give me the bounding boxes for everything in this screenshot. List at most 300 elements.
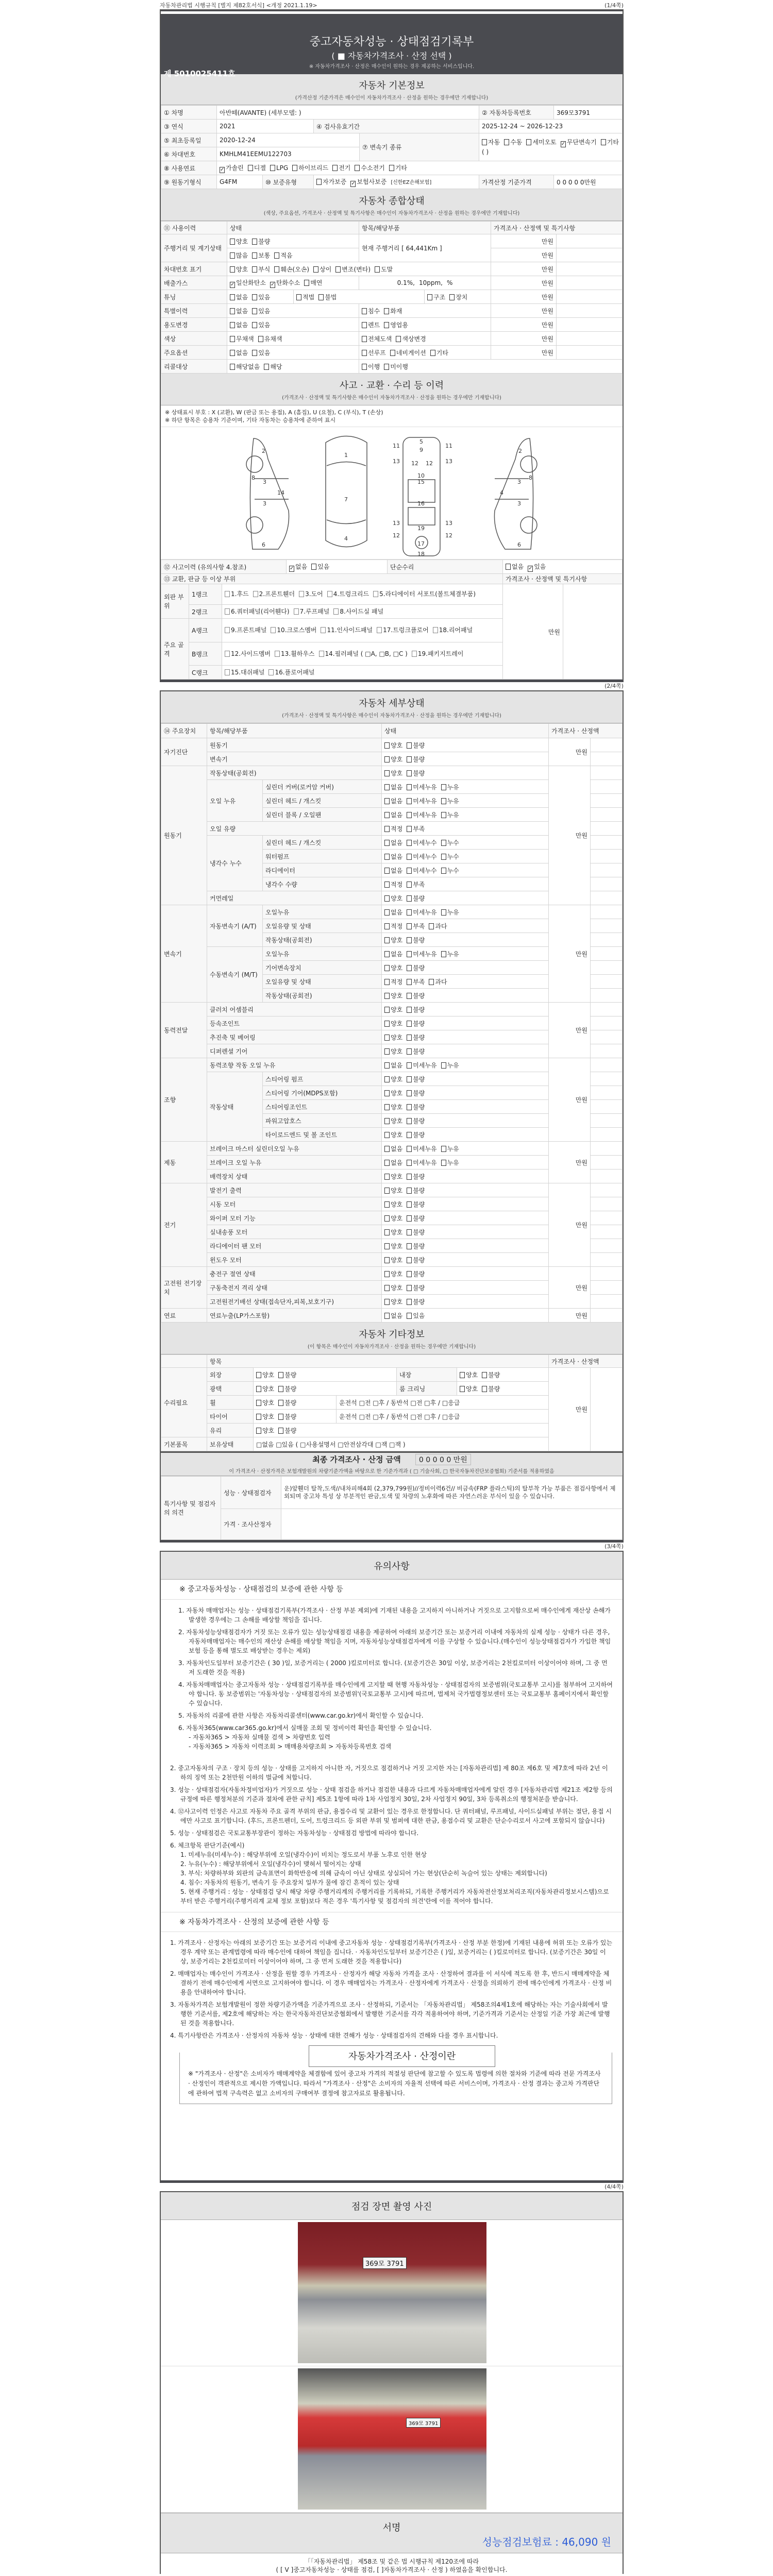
checkbox-option[interactable] xyxy=(449,294,467,301)
checkbox-icon[interactable] xyxy=(384,756,390,762)
checkbox-option[interactable] xyxy=(384,756,402,763)
checkbox-option[interactable] xyxy=(407,937,425,944)
checkbox-option[interactable] xyxy=(377,626,429,634)
checkbox-option[interactable] xyxy=(230,349,248,357)
checkbox-icon[interactable] xyxy=(384,993,390,999)
checkbox-icon[interactable] xyxy=(274,252,279,259)
checkbox-icon[interactable] xyxy=(407,770,412,776)
checkbox-option[interactable] xyxy=(256,1427,274,1434)
checkbox-option[interactable] xyxy=(299,590,323,598)
checkbox-option[interactable] xyxy=(407,895,425,902)
checkbox-icon[interactable] xyxy=(407,979,412,985)
checkbox-icon[interactable] xyxy=(373,591,378,597)
checkbox-icon[interactable] xyxy=(264,364,269,370)
checkbox-option[interactable] xyxy=(384,1270,402,1278)
checkbox-icon[interactable] xyxy=(407,1299,412,1305)
checkbox-icon[interactable] xyxy=(304,280,309,286)
checkbox-icon[interactable] xyxy=(407,1271,412,1277)
checkbox-icon[interactable] xyxy=(252,252,257,259)
checkbox-icon[interactable] xyxy=(384,308,389,314)
checkbox-option[interactable] xyxy=(384,1006,402,1013)
checkbox-option[interactable] xyxy=(561,139,597,146)
checkbox-option[interactable] xyxy=(506,563,524,570)
checkbox-icon[interactable] xyxy=(384,1313,390,1319)
checkbox-icon[interactable] xyxy=(384,1201,390,1208)
checkbox-option[interactable] xyxy=(289,563,307,570)
checkbox-icon[interactable] xyxy=(256,1428,261,1434)
checkbox-icon[interactable] xyxy=(407,1188,412,1194)
checkbox-option[interactable] xyxy=(278,1385,296,1393)
checkbox-icon[interactable] xyxy=(441,909,446,916)
checkbox-option[interactable] xyxy=(278,1427,296,1434)
checkbox-icon[interactable] xyxy=(332,165,338,171)
checkbox-option[interactable] xyxy=(528,563,546,570)
checked-box-icon[interactable]: ✓ xyxy=(230,281,235,287)
checkbox-option[interactable] xyxy=(429,923,447,930)
checkbox-option[interactable] xyxy=(407,964,425,972)
checkbox-icon[interactable] xyxy=(230,364,235,370)
checkbox-option[interactable] xyxy=(389,164,407,172)
checkbox-option[interactable] xyxy=(441,784,459,791)
checkbox-icon[interactable] xyxy=(230,252,235,259)
checkbox-option[interactable] xyxy=(296,294,314,301)
checkbox-icon[interactable] xyxy=(270,165,275,171)
checkbox-option[interactable] xyxy=(318,294,337,301)
checkbox-option[interactable] xyxy=(274,252,292,259)
checkbox-option[interactable] xyxy=(373,590,476,598)
checkbox-option[interactable] xyxy=(407,1215,425,1222)
checkbox-option[interactable] xyxy=(407,770,425,777)
checkbox-option[interactable] xyxy=(407,1006,425,1013)
checkbox-icon[interactable] xyxy=(377,627,382,633)
checkbox-option[interactable] xyxy=(384,1034,402,1041)
checkbox-icon[interactable] xyxy=(384,322,389,328)
checkbox-option[interactable] xyxy=(319,650,408,657)
checkbox-icon[interactable] xyxy=(407,937,412,943)
checkbox-option[interactable] xyxy=(321,626,373,634)
checkbox-icon[interactable] xyxy=(441,868,446,874)
checkbox-option[interactable] xyxy=(407,951,436,958)
checkbox-icon[interactable] xyxy=(526,139,531,145)
checkbox-icon[interactable] xyxy=(313,266,318,273)
checkbox-icon[interactable] xyxy=(278,1414,283,1420)
checkbox-option[interactable] xyxy=(407,1173,425,1180)
checkbox-option[interactable] xyxy=(384,1117,402,1125)
checkbox-icon[interactable] xyxy=(362,308,367,314)
checkbox-icon[interactable] xyxy=(441,1062,446,1069)
checkbox-option[interactable] xyxy=(390,349,426,357)
checkbox-option[interactable] xyxy=(253,590,295,598)
checkbox-icon[interactable] xyxy=(441,1160,446,1166)
checkbox-icon[interactable] xyxy=(384,1090,390,1096)
checkbox-option[interactable] xyxy=(384,964,402,972)
checkbox-icon[interactable] xyxy=(230,336,235,342)
checkbox-icon[interactable] xyxy=(384,854,390,860)
checkbox-option[interactable] xyxy=(407,992,425,999)
checkbox-option[interactable] xyxy=(407,1062,436,1069)
checkbox-option[interactable] xyxy=(316,178,346,185)
checkbox-option[interactable] xyxy=(441,867,459,874)
checkbox-option[interactable] xyxy=(384,992,402,999)
checkbox-icon[interactable] xyxy=(407,1021,412,1027)
checkbox-option[interactable] xyxy=(427,294,445,301)
checkbox-icon[interactable] xyxy=(407,1257,412,1263)
checkbox-icon[interactable] xyxy=(384,1118,390,1124)
checkbox-icon[interactable] xyxy=(384,840,390,846)
checkbox-icon[interactable] xyxy=(292,165,297,171)
checkbox-icon[interactable] xyxy=(384,770,390,776)
checkbox-icon[interactable] xyxy=(230,266,235,273)
checkbox-option[interactable] xyxy=(384,1173,402,1180)
checkbox-icon[interactable] xyxy=(407,1007,412,1013)
checkbox-icon[interactable] xyxy=(407,1146,412,1152)
checkbox-option[interactable] xyxy=(407,1187,425,1194)
checkbox-icon[interactable] xyxy=(407,909,412,916)
checkbox-option[interactable] xyxy=(256,1371,274,1379)
checkbox-option[interactable] xyxy=(384,798,402,805)
checkbox-icon[interactable] xyxy=(482,1386,487,1392)
checkbox-icon[interactable] xyxy=(230,308,235,314)
checkbox-option[interactable] xyxy=(526,139,556,146)
checkbox-option[interactable] xyxy=(278,1371,296,1379)
checkbox-option[interactable] xyxy=(407,1159,436,1166)
checkbox-icon[interactable] xyxy=(384,1257,390,1263)
checkbox-icon[interactable] xyxy=(384,812,390,818)
checkbox-option[interactable] xyxy=(407,798,436,805)
checkbox-icon[interactable] xyxy=(275,651,280,657)
checkbox-option[interactable] xyxy=(441,1062,459,1069)
checkbox-option[interactable] xyxy=(384,321,408,329)
checkbox-option[interactable] xyxy=(384,1131,402,1139)
checkbox-option[interactable] xyxy=(482,1371,500,1379)
checkbox-option[interactable] xyxy=(407,756,425,763)
checkbox-icon[interactable] xyxy=(407,1035,412,1041)
checkbox-option[interactable] xyxy=(407,1201,425,1208)
checkbox-option[interactable] xyxy=(407,1145,436,1153)
checkbox-icon[interactable] xyxy=(252,322,257,328)
checkbox-option[interactable] xyxy=(384,1048,402,1055)
checkbox-icon[interactable] xyxy=(430,350,435,356)
checkbox-icon[interactable] xyxy=(384,1021,390,1027)
checkbox-option[interactable] xyxy=(362,308,380,315)
checkbox-option[interactable] xyxy=(225,650,271,657)
checkbox-option[interactable] xyxy=(407,1229,425,1236)
checkbox-option[interactable] xyxy=(274,266,309,273)
checkbox-option[interactable] xyxy=(230,266,248,273)
checkbox-icon[interactable] xyxy=(225,627,230,633)
checkbox-icon[interactable] xyxy=(319,651,324,657)
checkbox-option[interactable] xyxy=(362,321,380,329)
checkbox-icon[interactable] xyxy=(384,784,390,790)
checkbox-option[interactable] xyxy=(275,650,314,657)
checkbox-option[interactable] xyxy=(220,164,244,172)
checkbox-icon[interactable] xyxy=(362,364,367,370)
checkbox-option[interactable] xyxy=(384,909,402,916)
checkbox-icon[interactable] xyxy=(429,923,434,929)
checkbox-option[interactable] xyxy=(278,1399,296,1406)
checkbox-option[interactable] xyxy=(407,1076,425,1083)
checkbox-icon[interactable] xyxy=(274,266,279,273)
checkbox-icon[interactable] xyxy=(482,139,487,145)
checkbox-option[interactable] xyxy=(384,1243,402,1250)
checkbox-icon[interactable] xyxy=(384,1271,390,1277)
checkbox-icon[interactable] xyxy=(318,294,324,300)
checkbox-option[interactable] xyxy=(504,139,522,146)
checkbox-icon[interactable] xyxy=(407,798,412,804)
checkbox-icon[interactable] xyxy=(384,1160,390,1166)
checkbox-option[interactable] xyxy=(407,1298,425,1306)
checkbox-icon[interactable] xyxy=(407,1160,412,1166)
checkbox-option[interactable] xyxy=(355,164,384,172)
checkbox-option[interactable] xyxy=(384,308,402,315)
checkbox-icon[interactable] xyxy=(407,812,412,818)
checkbox-option[interactable] xyxy=(407,811,436,819)
checkbox-icon[interactable] xyxy=(384,1285,390,1291)
checkbox-icon[interactable] xyxy=(441,951,446,957)
checkbox-option[interactable] xyxy=(384,1187,402,1194)
checkbox-icon[interactable] xyxy=(384,923,390,929)
checkbox-option[interactable] xyxy=(384,770,402,777)
checkbox-option[interactable] xyxy=(230,294,248,301)
checkbox-option[interactable] xyxy=(384,1104,402,1111)
checkbox-icon[interactable] xyxy=(333,608,339,615)
checkbox-option[interactable] xyxy=(433,626,473,634)
checkbox-option[interactable] xyxy=(384,1159,402,1166)
checkbox-option[interactable] xyxy=(230,335,254,343)
checkbox-icon[interactable] xyxy=(384,826,390,832)
checkbox-icon[interactable] xyxy=(230,239,235,245)
checkbox-option[interactable] xyxy=(460,1371,478,1379)
checkbox-option[interactable] xyxy=(304,279,322,286)
checkbox-option[interactable] xyxy=(384,1257,402,1264)
checked-box-icon[interactable]: ✓ xyxy=(561,141,566,147)
checkbox-icon[interactable] xyxy=(407,854,412,860)
checkbox-icon[interactable] xyxy=(407,826,412,832)
checkbox-icon[interactable] xyxy=(407,742,412,749)
checkbox-icon[interactable] xyxy=(278,1386,283,1392)
checkbox-option[interactable] xyxy=(482,1385,500,1393)
checkbox-icon[interactable] xyxy=(504,139,509,145)
checkbox-icon[interactable] xyxy=(225,651,230,657)
checkbox-icon[interactable] xyxy=(252,308,257,314)
checkbox-icon[interactable] xyxy=(384,1299,390,1305)
checkbox-option[interactable] xyxy=(252,321,270,329)
checkbox-icon[interactable] xyxy=(433,627,438,633)
checkbox-option[interactable] xyxy=(407,853,436,860)
checkbox-option[interactable] xyxy=(384,1145,402,1153)
checkbox-option[interactable] xyxy=(384,784,402,791)
checkbox-icon[interactable] xyxy=(427,294,432,300)
checkbox-icon[interactable] xyxy=(375,266,380,273)
checkbox-icon[interactable] xyxy=(384,909,390,916)
checkbox-option[interactable] xyxy=(292,164,328,172)
checkbox-option[interactable] xyxy=(430,349,448,357)
checkbox-icon[interactable] xyxy=(252,266,257,273)
checkbox-option[interactable] xyxy=(225,669,264,676)
checkbox-option[interactable] xyxy=(407,1090,425,1097)
checkbox-icon[interactable] xyxy=(230,322,235,328)
checkbox-option[interactable] xyxy=(460,1385,478,1393)
checkbox-icon[interactable] xyxy=(271,627,276,633)
checkbox-option[interactable] xyxy=(384,1284,402,1292)
checkbox-option[interactable] xyxy=(407,1243,425,1250)
checkbox-option[interactable] xyxy=(230,308,248,315)
checkbox-option[interactable] xyxy=(407,839,436,846)
checkbox-option[interactable] xyxy=(407,1284,425,1292)
checkbox-option[interactable] xyxy=(271,626,316,634)
checkbox-icon[interactable] xyxy=(252,350,257,356)
checkbox-icon[interactable] xyxy=(407,1076,412,1082)
checkbox-icon[interactable] xyxy=(429,979,434,985)
checkbox-icon[interactable] xyxy=(384,1146,390,1152)
checkbox-icon[interactable] xyxy=(407,1215,412,1222)
checkbox-icon[interactable] xyxy=(225,669,230,675)
checkbox-option[interactable] xyxy=(384,742,402,749)
checkbox-icon[interactable] xyxy=(407,1090,412,1096)
checkbox-option[interactable] xyxy=(268,669,314,676)
checkbox-icon[interactable] xyxy=(407,1243,412,1249)
checkbox-option[interactable] xyxy=(230,363,260,370)
checkbox-option[interactable] xyxy=(384,1062,402,1069)
checked-box-icon[interactable]: ✓ xyxy=(528,565,533,571)
checkbox-option[interactable] xyxy=(407,1048,425,1055)
checkbox-option[interactable] xyxy=(384,1201,402,1208)
checked-box-icon[interactable]: ✓ xyxy=(351,180,356,187)
checkbox-option[interactable] xyxy=(375,266,393,273)
checkbox-icon[interactable] xyxy=(248,165,253,171)
checkbox-icon[interactable] xyxy=(407,1118,412,1124)
checkbox-option[interactable] xyxy=(256,1399,274,1406)
checkbox-option[interactable] xyxy=(362,335,392,343)
checkbox-icon[interactable] xyxy=(384,1243,390,1249)
checkbox-option[interactable] xyxy=(441,811,459,819)
checkbox-option[interactable] xyxy=(407,1257,425,1264)
checkbox-icon[interactable] xyxy=(441,840,446,846)
checkbox-icon[interactable] xyxy=(225,591,230,597)
checked-box-icon[interactable]: ✓ xyxy=(220,166,225,173)
checkbox-option[interactable] xyxy=(407,1104,425,1111)
checkbox-icon[interactable] xyxy=(256,1414,261,1420)
checkbox-option[interactable] xyxy=(225,608,290,615)
checkbox-icon[interactable] xyxy=(407,1201,412,1208)
checkbox-option[interactable] xyxy=(384,825,402,833)
checkbox-icon[interactable] xyxy=(407,1048,412,1055)
checkbox-option[interactable] xyxy=(384,895,402,902)
checkbox-icon[interactable] xyxy=(407,840,412,846)
checkbox-icon[interactable] xyxy=(384,1104,390,1110)
checkbox-icon[interactable] xyxy=(384,742,390,749)
checkbox-option[interactable] xyxy=(441,1159,459,1166)
checkbox-option[interactable] xyxy=(230,238,248,245)
checkbox-option[interactable] xyxy=(384,363,408,370)
checkbox-option[interactable] xyxy=(252,266,270,273)
checkbox-option[interactable] xyxy=(252,252,270,259)
checkbox-icon[interactable] xyxy=(407,965,412,971)
checkbox-icon[interactable] xyxy=(321,627,326,633)
checkbox-icon[interactable] xyxy=(407,993,412,999)
checkbox-option[interactable] xyxy=(407,923,425,930)
checkbox-option[interactable] xyxy=(482,139,500,146)
checkbox-icon[interactable] xyxy=(384,979,390,985)
checkbox-option[interactable] xyxy=(407,742,425,749)
checkbox-option[interactable] xyxy=(384,978,402,986)
checkbox-option[interactable] xyxy=(441,798,459,805)
checkbox-option[interactable] xyxy=(407,825,425,833)
checkbox-icon[interactable] xyxy=(384,1174,390,1180)
checkbox-option[interactable] xyxy=(384,881,402,888)
checkbox-icon[interactable] xyxy=(407,1174,412,1180)
checkbox-icon[interactable] xyxy=(384,364,389,370)
checkbox-option[interactable] xyxy=(407,1131,425,1139)
checkbox-option[interactable] xyxy=(441,909,459,916)
checkbox-icon[interactable] xyxy=(225,608,230,615)
checkbox-option[interactable] xyxy=(248,164,266,172)
checkbox-option[interactable] xyxy=(407,909,436,916)
checkbox-option[interactable] xyxy=(256,1413,274,1420)
checkbox-icon[interactable] xyxy=(384,1062,390,1069)
checkbox-option[interactable] xyxy=(407,784,436,791)
checkbox-option[interactable] xyxy=(327,590,369,598)
checkbox-option[interactable] xyxy=(258,335,282,343)
checkbox-icon[interactable] xyxy=(441,784,446,790)
checkbox-icon[interactable] xyxy=(362,322,367,328)
checkbox-icon[interactable] xyxy=(506,564,511,570)
checkbox-icon[interactable] xyxy=(407,868,412,874)
checkbox-icon[interactable] xyxy=(384,1188,390,1194)
checkbox-option[interactable] xyxy=(313,266,331,273)
checkbox-icon[interactable] xyxy=(362,336,367,342)
checkbox-option[interactable] xyxy=(384,1229,402,1236)
checkbox-icon[interactable] xyxy=(407,951,412,957)
checkbox-option[interactable] xyxy=(252,349,270,357)
checkbox-option[interactable] xyxy=(252,238,270,245)
checkbox-icon[interactable] xyxy=(384,868,390,874)
checkbox-icon[interactable] xyxy=(384,951,390,957)
checkbox-option[interactable] xyxy=(264,363,282,370)
checkbox-icon[interactable] xyxy=(407,1132,412,1138)
checkbox-option[interactable] xyxy=(278,1413,296,1420)
checkbox-option[interactable] xyxy=(252,308,270,315)
checkbox-option[interactable] xyxy=(225,626,266,634)
checkbox-icon[interactable] xyxy=(384,965,390,971)
checkbox-icon[interactable] xyxy=(407,1062,412,1069)
checkbox-icon[interactable] xyxy=(311,564,316,570)
checkbox-icon[interactable] xyxy=(390,350,395,356)
checkbox-icon[interactable] xyxy=(362,350,367,356)
checkbox-icon[interactable] xyxy=(460,1372,465,1378)
checkbox-icon[interactable] xyxy=(407,784,412,790)
checkbox-icon[interactable] xyxy=(407,1313,412,1319)
checkbox-icon[interactable] xyxy=(407,882,412,888)
checkbox-icon[interactable] xyxy=(460,1386,465,1392)
checkbox-icon[interactable] xyxy=(252,239,257,245)
checkbox-option[interactable] xyxy=(384,1090,402,1097)
checkbox-option[interactable] xyxy=(362,349,386,357)
checkbox-icon[interactable] xyxy=(389,165,394,171)
checkbox-option[interactable] xyxy=(407,1020,425,1027)
checkbox-icon[interactable] xyxy=(412,651,417,657)
checkbox-icon[interactable] xyxy=(384,1076,390,1082)
checkbox-icon[interactable] xyxy=(268,669,274,675)
checkbox-option[interactable] xyxy=(407,1312,425,1319)
checkbox-option[interactable] xyxy=(384,1020,402,1027)
checkbox-icon[interactable] xyxy=(384,1132,390,1138)
checkbox-icon[interactable] xyxy=(278,1372,283,1378)
checkbox-option[interactable] xyxy=(384,867,402,874)
checkbox-option[interactable] xyxy=(362,363,380,370)
checkbox-option[interactable] xyxy=(225,590,249,598)
checked-box-icon[interactable]: ✓ xyxy=(290,565,294,571)
